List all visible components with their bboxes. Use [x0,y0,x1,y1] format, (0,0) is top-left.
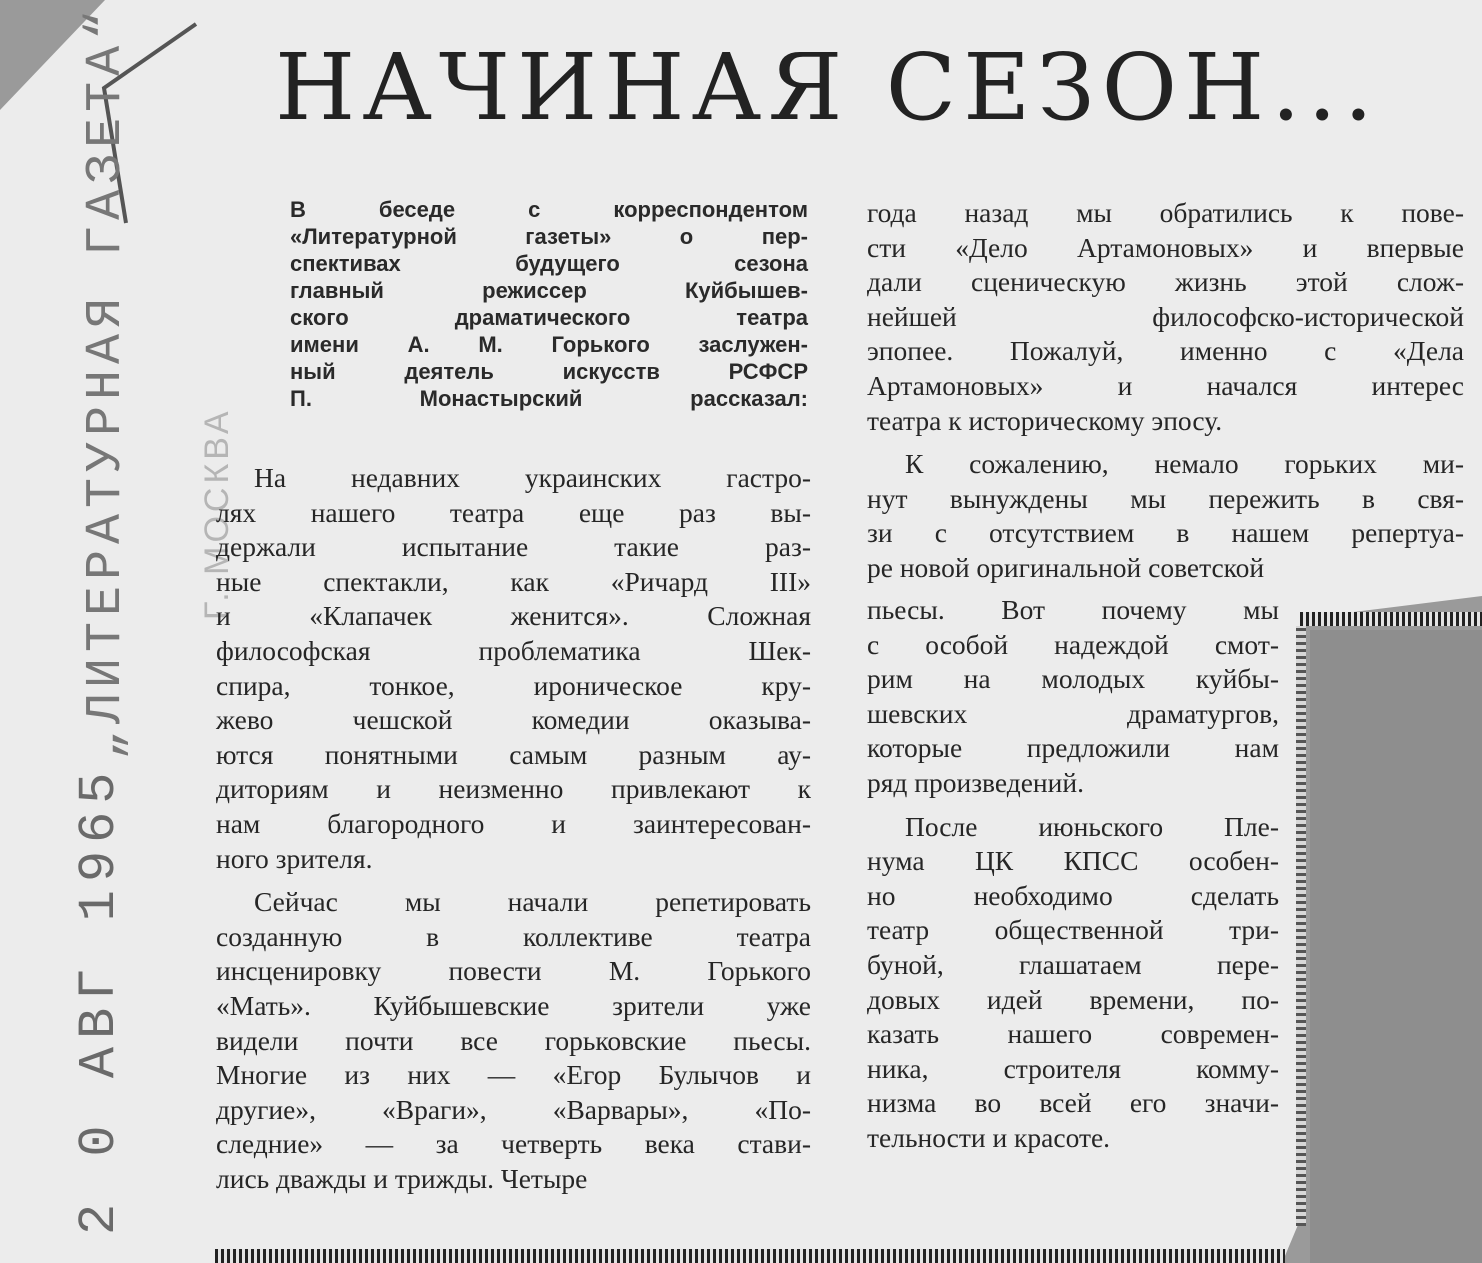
right-column-top [867,196,1464,586]
text-line: спира, тонкое, ироническое кру- [216,669,811,701]
lead-line: ского драматического театра [290,305,808,330]
text-line: ются понятными самым разным ау- [216,738,811,770]
text-line: жево чешской комедии оказыва- [216,704,811,736]
text-line: Сейчас мы начали репетировать [254,886,811,918]
text-line: созданную в коллективе театра [216,920,811,952]
text-line: нума ЦК КПСС особен- [867,845,1279,877]
text-line: держали испытание такие раз- [216,531,811,563]
lead-line: В беседе с корреспондентом [290,197,808,222]
lead-line: главный режиссер Куйбышев- [290,278,808,303]
text-line: зи с отсутствием в нашем репертуа- [867,517,1464,549]
text-line: нут вынуждены мы пережить в свя- [867,482,1464,514]
text-line: К сожалению, немало горьких ми- [905,448,1464,480]
text-line: лись дважды и трижды. Четыре [216,1162,588,1194]
text-line: рим на молодых куйбы- [867,663,1279,695]
text-line: эпопее. Пожалуй, именно с «Дела [867,335,1464,367]
paragraph [867,447,1464,585]
background-card-area [1310,630,1482,1263]
text-line: театр общественной три- [867,914,1279,946]
text-line: сти «Дело Артамоновых» и впервые [867,231,1464,263]
date-stamp: 2 0 АВГ 1965 [70,764,129,1235]
text-line: ре новой оригинальной советской [867,551,1265,583]
text-line: тельности и красоте. [867,1121,1111,1153]
text-line: буной, глашатаем пере- [867,948,1279,980]
text-line: которые предложили нам [867,732,1279,764]
text-line: театра к историческому эпосу. [867,404,1223,436]
text-line: лях нашего театра еще раз вы- [216,496,811,528]
text-line: пьесы. Вот почему мы [867,594,1279,625]
text-line: с особой надеждой смот- [867,628,1279,660]
text-line: довых идей времени, по- [867,983,1279,1015]
text-line: шевских драматургов, [867,697,1279,729]
text-line: но необходимо сделать [867,879,1279,911]
text-line: «Мать». Куйбышевские зрители уже [216,989,811,1021]
text-line: нам благородного и заинтересован- [216,807,811,839]
paragraph [867,593,1279,801]
text-line: года назад мы обратились к пове- [867,197,1464,228]
paragraph [216,461,811,876]
text-line: ряд произведений. [867,766,1084,798]
text-line: нейшей философско-исторической [867,300,1464,332]
text-line: ные спектакли, как «Ричард III» [216,565,811,597]
text-line: ника, строителя комму- [867,1052,1279,1084]
text-line: дали сценическую жизнь этой слож- [867,266,1464,298]
text-line: инсценировку повести М. Горького [216,955,811,987]
text-line: Артамоновых» и начался интерес [867,369,1464,401]
lead-line: «Литературной газеты» о пер- [290,224,808,249]
lead-line: спективах будущего сезона [290,251,808,276]
column-rule-bottom [215,1249,1285,1263]
article-lead [290,196,808,412]
left-column [216,461,811,1196]
paragraph [867,810,1279,1156]
column-rule-top [1300,612,1482,626]
column-rule-side [1296,626,1306,1226]
text-line: казать нашего современ- [867,1018,1279,1050]
text-line: другие», «Враги», «Варвары», «По- [216,1093,811,1125]
text-line: На недавних украинских гастро- [254,462,811,493]
text-line: следние» — за четверть века стави- [216,1128,811,1160]
text-line: ного зрителя. [216,842,373,874]
text-line: После июньского Пле- [905,810,1279,842]
paragraph [867,196,1464,438]
text-line: низма во всей его значи- [867,1087,1279,1119]
city-stamp: Г. МОСКВА [198,407,236,620]
text-line: диториям и неизменно привлекают к [216,773,811,805]
lead-line: П. Монастырский рассказал: [290,386,808,411]
right-column-bottom [867,593,1279,1156]
article-headline: НАЧИНАЯ СЕЗОН... [275,34,1380,141]
text-line: видели почти все горьковские пьесы. [216,1024,811,1056]
paragraph [216,885,811,1196]
lead-line: ный деятель искусств РСФСР [290,359,808,384]
text-line: Многие из них — «Егор Булычов и [216,1059,811,1091]
text-line: философская проблематика Шек- [216,634,811,666]
lead-line: имени А. М. Горького заслужен- [290,332,808,357]
text-line: и «Клапачек женится». Сложная [216,600,811,632]
newspaper-stamp: „ЛИТЕРАТУРНАЯ ГАЗЕТА“ [78,3,135,760]
